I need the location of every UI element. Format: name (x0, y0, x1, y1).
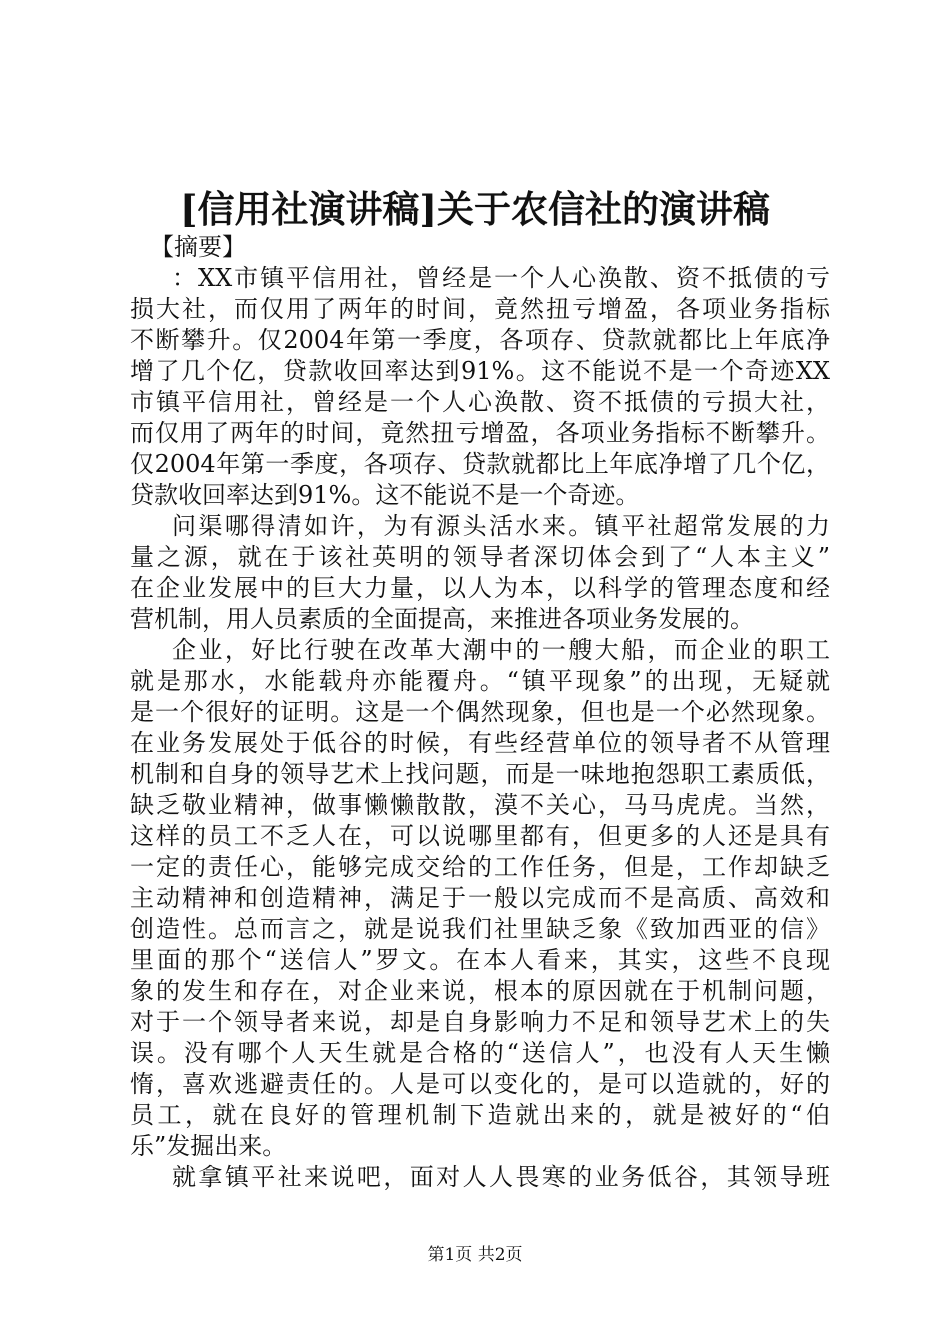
text-line: 是一个很好的证明。这是一个偶然现象，但也是一个必然现象。 (130, 698, 830, 726)
text-line: 机制和自身的领导艺术上找问题，而是一味地抱怨职工素质低， (130, 760, 830, 788)
text-line: 而仅用了两年的时间，竟然扭亏增盈，各项业务指标不断攀升。 (130, 419, 830, 447)
text-line: 里面的那个“送信人”罗文。在本人看来，其实，这些不良现 (130, 946, 830, 974)
text-line: 这样的员工不乏人在，可以说哪里都有，但更多的人还是具有 (130, 822, 830, 850)
text-line: 仅2004年第一季度，各项存、贷款就都比上年底净增了几个亿， (130, 450, 830, 478)
page-footer: 第1页 共2页 (427, 1245, 523, 1265)
text-line: 增了几个亿，贷款收回率达到91%。这不能说不是一个奇迹XX (130, 357, 830, 385)
text-line: 惰，喜欢逃避责任的。人是可以变化的，是可以造就的，好的 (130, 1070, 830, 1098)
text-line: 营机制，用人员素质的全面提高，来推进各项业务发展的。 (130, 605, 754, 633)
text-line: 损大社，而仅用了两年的时间，竟然扭亏增盈，各项业务指标 (130, 295, 830, 323)
text-line: 一定的责任心，能够完成交给的工作任务，但是，工作却缺乏 (130, 853, 830, 881)
text-line: 企业，好比行驶在改革大潮中的一艘大船，而企业的职工 (172, 636, 830, 664)
text-line: 乐”发掘出来。 (130, 1132, 287, 1160)
text-line: 问渠哪得清如许，为有源头活水来。镇平社超常发展的力 (172, 512, 830, 540)
text-line: 象的发生和存在，对企业来说，根本的原因就在于机制问题， (130, 977, 830, 1005)
text-line: 对于一个领导者来说，却是自身影响力不足和领导艺术上的失 (130, 1008, 830, 1036)
text-line: 贷款收回率达到91%。这不能说不是一个奇迹。 (130, 481, 640, 509)
text-line: 不断攀升。仅2004年第一季度，各项存、贷款就都比上年底净 (130, 326, 830, 354)
document-body (130, 232, 830, 1193)
text-line: 主动精神和创造精神，满足于一般以完成而不是高质、高效和 (130, 884, 830, 912)
text-line: 市镇平信用社，曾经是一个人心涣散、资不抵债的亏损大社， (130, 388, 830, 416)
text-line: 缺乏敬业精神，做事懒懒散散，漠不关心，马马虎虎。当然， (130, 791, 830, 819)
text-line: 量之源，就在于该社英明的领导者深切体会到了“人本主义” (130, 543, 830, 571)
text-line: ：XX市镇平信用社，曾经是一个人心涣散、资不抵债的亏 (172, 264, 830, 292)
paragraph-lines (130, 263, 830, 1193)
text-line: 就拿镇平社来说吧，面对人人畏寒的业务低谷，其领导班 (172, 1163, 830, 1191)
text-line: 就是那水，水能载舟亦能覆舟。“镇平现象”的出现，无疑就 (130, 667, 830, 695)
text-line: 在业务发展处于低谷的时候，有些经营单位的领导者不从管理 (130, 729, 830, 757)
abstract-label: 【摘要】 (150, 233, 246, 261)
text-line: 误。没有哪个人天生就是合格的“送信人”，也没有人天生懒 (130, 1039, 830, 1067)
document-title: [信用社演讲稿]关于农信社的演讲稿 (179, 187, 770, 231)
text-line: 创造性。总而言之，就是说我们社里缺乏象《致加西亚的信》 (130, 915, 830, 943)
text-line: 在企业发展中的巨大力量，以人为本，以科学的管理态度和经 (130, 574, 830, 602)
text-line: 员工，就在良好的管理机制下造就出来的，就是被好的“伯 (130, 1101, 830, 1129)
